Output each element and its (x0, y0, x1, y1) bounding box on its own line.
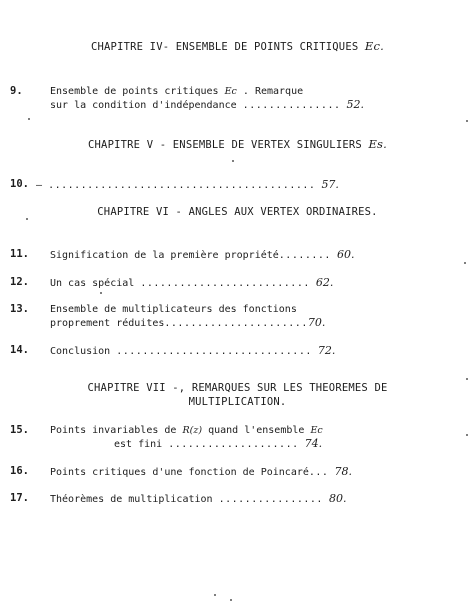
chapter-vii-title-line2: MULTIPLICATION. (188, 396, 287, 408)
leader-dots: .......................... (140, 278, 310, 289)
entry-number: 14. (10, 344, 29, 356)
scan-speck (26, 218, 28, 220)
page-number: 52. (346, 98, 365, 111)
entry-title-line1: Ensemble de multiplicateurs des fonctions (50, 304, 297, 315)
chapter-v-heading (0, 137, 475, 152)
leader-dots: ........ (278, 250, 331, 261)
toc-entry-17 (10, 492, 465, 506)
entry-mark-2: Ec (310, 425, 323, 436)
leader-dots: ............... (242, 100, 341, 111)
page-number: 60. (336, 248, 355, 261)
chapter-iv-mark: Ec. (364, 39, 384, 53)
toc-entry-11 (10, 248, 465, 262)
chapter-v-title: CHAPITRE V - ENSEMBLE DE VERTEX SINGULIERS (88, 139, 362, 151)
chapter-iv-title: CHAPITRE IV- ENSEMBLE DE POINTS CRITIQUES (90, 41, 359, 53)
entry-title-line1: Conclusion .............................. 72. (50, 344, 336, 357)
scan-speck (466, 120, 468, 122)
entry-number: 13. (10, 303, 29, 315)
chapter-vi-heading (0, 205, 475, 219)
entry-title-line1: Un cas spécial .......................... 62. (50, 276, 334, 289)
entry-number: 17. (10, 492, 29, 504)
page-number: 80. (328, 492, 347, 505)
leader-dots: ... (308, 467, 329, 478)
scan-speck (230, 599, 232, 601)
chapter-iv-heading (0, 39, 475, 54)
toc-entry-10 (10, 178, 465, 192)
chapter-vii-heading (0, 381, 475, 409)
entry-title-line2: proprement réduites......................70. (50, 316, 326, 329)
leader-dots: ................ (218, 494, 323, 505)
toc-entry-16 (10, 465, 465, 479)
toc-entry-14 (10, 344, 465, 358)
scan-speck (466, 434, 468, 436)
entry-title-line1: Signification de la première propriété........ 60. (50, 248, 355, 261)
scan-speck (100, 292, 102, 294)
page-number: 62. (315, 276, 334, 289)
entry-title-line1: Points critiques d'une fonction de Poincaré... 78. (50, 465, 352, 478)
chapter-vi-title: CHAPITRE VI - ANGLES AUX VERTEX ORDINAIRES. (97, 206, 378, 218)
page-number: 74. (304, 437, 323, 450)
entry-title-line1: Théorèmes de multiplication ................ 80. (50, 492, 347, 505)
entry-mark: R(z) (182, 425, 203, 436)
entry-mark: Ec (224, 86, 237, 97)
toc-entry-12 (10, 276, 465, 290)
scan-speck (466, 378, 468, 380)
leader-dots: ......................................... (48, 180, 316, 191)
scan-speck (214, 594, 216, 596)
entry-title-line1: Points invariables de R(z) quand l'ensemble Ec (50, 425, 323, 436)
entry-number: 16. (10, 465, 29, 477)
scan-speck (464, 262, 466, 264)
leader-dots: .............................. (116, 346, 312, 357)
entry-title-line2: sur la condition d'indépendance ............... 52. (50, 98, 365, 111)
entry-title-line1: Ensemble de points critiques Ec . Remarque (50, 86, 304, 97)
leader-dots: ...................... (164, 318, 308, 329)
chapter-vii-title-line1: CHAPITRE VII -, REMARQUES SUR LES THEOREMES DE (87, 382, 388, 394)
toc-entry-13 (10, 303, 465, 331)
entry-title-line1: — ......................................... 57. (36, 178, 339, 191)
entry-number: 9. (10, 85, 23, 97)
entry-number: 11. (10, 248, 29, 260)
toc-entry-15 (10, 424, 465, 452)
page-number: 72. (317, 344, 336, 357)
page-number: 57. (321, 178, 339, 191)
scan-speck (232, 160, 234, 162)
entry-number: 10. (10, 178, 29, 190)
page-number: 78. (334, 465, 352, 478)
entry-title-line2: est fini .................... 74. (114, 437, 323, 450)
entry-number: 12. (10, 276, 29, 288)
leader-dots: .................... (168, 439, 299, 450)
page-number: 70. (307, 316, 326, 329)
entry-number: 15. (10, 424, 29, 436)
scan-speck (28, 118, 30, 120)
toc-entry-9 (10, 85, 465, 113)
chapter-v-mark: Es. (368, 137, 387, 151)
